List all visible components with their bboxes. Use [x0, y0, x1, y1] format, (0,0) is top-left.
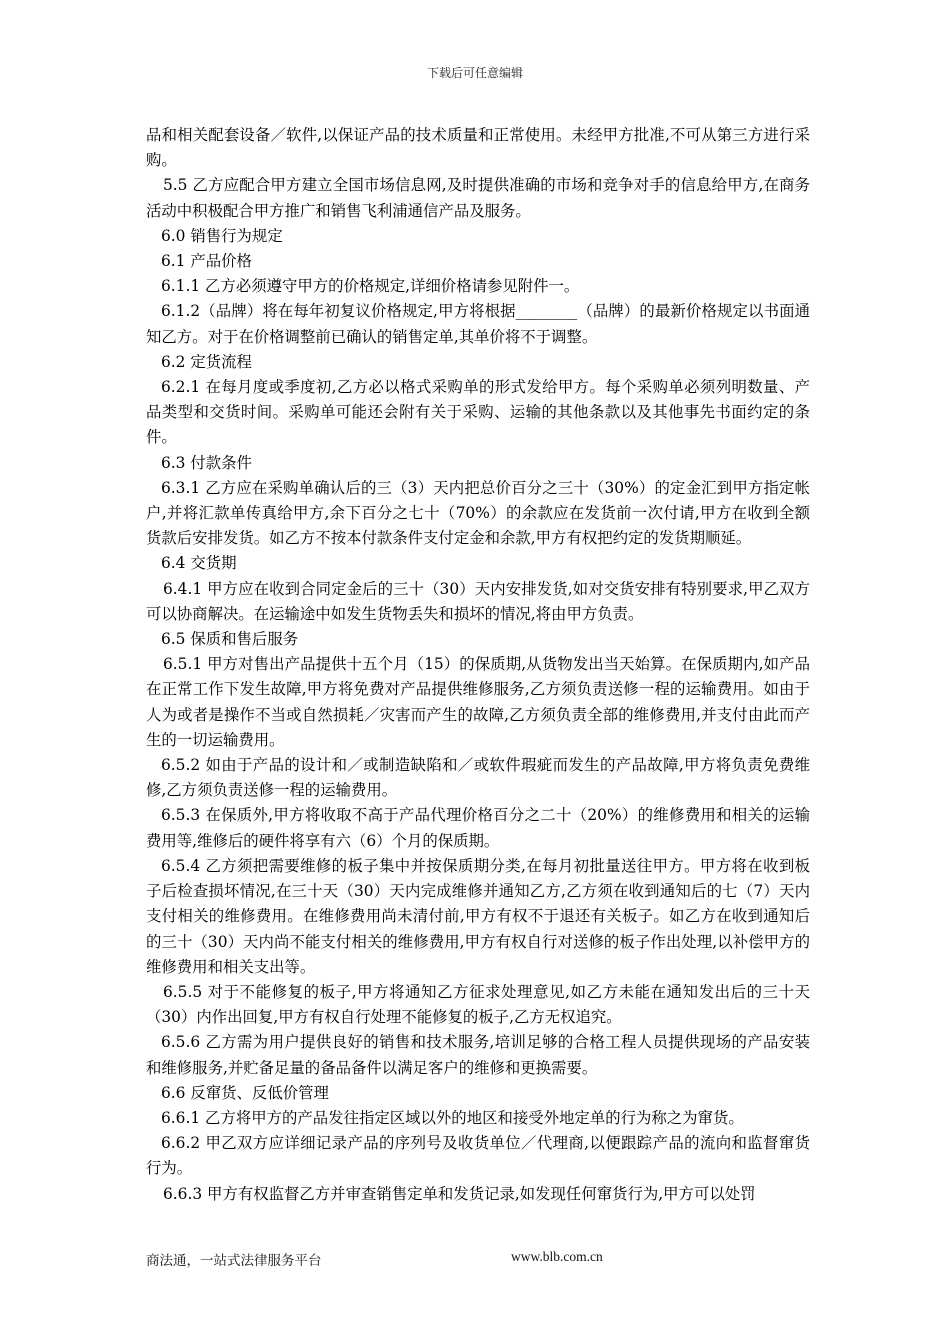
paragraph: 6.5.1 甲方对售出产品提供十五个月（15）的保质期,从货物发出当天始算。在保质期内,如产品在正常工作下发生故障,甲方将免费对产品提供维修服务,乙方须负责送修一程的运输费用。如由于人为或者是操作不当或自然损耗／灾害而产生的故障,乙方须负责全部的维修费用,并支付由此而产生的一切运输费用。: [146, 655, 810, 749]
page-header: 下载后可任意编辑: [426, 66, 523, 80]
paragraph: 6.6.3 甲方有权监督乙方并审查销售定单和发货记录,如发现任何窜货行为,甲方可以处罚: [163, 1184, 756, 1203]
paragraph: 6.6.1 乙方将甲方的产品发往指定区域以外的地区和接受外地定单的行为称之为窜货。: [161, 1108, 744, 1127]
paragraph: 5.5 乙方应配合甲方建立全国市场信息网,及时提供准确的市场和竞争对手的信息给甲方,在商务活动中积极配合甲方推广和销售飞利浦通信产品及服务。: [146, 176, 810, 220]
paragraph: 6.6.2 甲乙双方应详细记录产品的序列号及收货单位／代理商,以便跟踪产品的流向和监督窜货行为。: [146, 1134, 810, 1178]
paragraph: 6.2 定货流程: [161, 352, 252, 371]
paragraph: 6.4.1 甲方应在收到合同定金后的三十（30）天内安排发货,如对交货安排有特别要求,甲乙双方可以协商解决。在运输途中如发生货物丢失和损坏的情况,将由甲方负责。: [146, 579, 810, 623]
footer-brand: 商法通，一站式法律服务平台: [146, 1253, 322, 1269]
paragraph: 6.0 销售行为规定: [161, 226, 283, 245]
paragraph: 6.1 产品价格: [161, 252, 252, 271]
paragraph: 6.2.1 在每月度或季度初,乙方必以格式采购单的形式发给甲方。每个采购单必须列明数量、产品类型和交货时间。采购单可能还会附有关于采购、运输的其他条款以及其他事先书面约定的条件。: [146, 378, 810, 447]
paragraph: 6.1.1 乙方必须遵守甲方的价格规定,详细价格请参见附件一。: [161, 277, 580, 296]
document-body: [146, 123, 810, 1207]
paragraph: 6.3.1 乙方应在采购单确认后的三（3）天内把总价百分之三十（30%）的定金汇到甲方指定帐户,并将汇款单传真给甲方,余下百分之七十（70%）的余款应在发货前一次付请,甲方在收到全额货款后安排发货。如乙方不按本付款条件支付定金和余款,甲方有权把约定的发货期顺延。: [146, 478, 810, 548]
paragraph: 6.5.5 对于不能修复的板子,甲方将通知乙方征求处理意见,如乙方未能在通知发出后的三十天（30）内作出回复,甲方有权自行处理不能修复的板子,乙方无权追究。: [146, 982, 810, 1027]
paragraph: 6.6 反窜货、反低价管理: [161, 1083, 329, 1102]
paragraph: 6.5.3 在保质外,甲方将收取不高于产品代理价格百分之二十（20%）的维修费用和相关的运输费用等,维修后的硬件将享有六（6）个月的保质期。: [146, 806, 810, 850]
footer-url[interactable]: www.blb.com.cn: [511, 1249, 603, 1264]
paragraph: 6.5.4 乙方须把需要维修的板子集中并按保质期分类,在每月初批量送往甲方。甲方将在收到板子后检查损坏情况,在三十天（30）天内完成维修并通知乙方,乙方须在收到通知后的七（7）天内支付相关的维修费用。在维修费用尚未清付前,甲方有权不于退还有关板子。如乙方在收到通知后的三十（30）天内尚不能支付相关的维修费用,甲方有权自行对送修的板子作出处理,以补偿甲方的维修费用和相关支出等。: [146, 856, 810, 976]
paragraph: 6.1.2（品牌）将在每年初复议价格规定,甲方将根据________（品牌）的最新价格规定以书面通知乙方。对于在价格调整前已确认的销售定单,其单价将不于调整。: [146, 302, 810, 346]
paragraph: 6.5.6 乙方需为用户提供良好的销售和技术服务,培训足够的合格工程人员提供现场的产品安装和维修服务,并贮备足量的备品备件以满足客户的维修和更换需要。: [146, 1033, 810, 1077]
paragraph: 6.4 交货期: [161, 554, 237, 573]
paragraph: 6.3 付款条件: [161, 453, 252, 472]
paragraph: 6.5.2 如由于产品的设计和／或制造缺陷和／或软件瑕疵而发生的产品故障,甲方将负责免费维修,乙方须负责送修一程的运输费用。: [146, 756, 810, 800]
paragraph: 品和相关配套设备／软件,以保证产品的技术质量和正常使用。未经甲方批准,不可从第三方进行采购。: [146, 126, 810, 170]
paragraph: 6.5 保质和售后服务: [161, 630, 299, 649]
